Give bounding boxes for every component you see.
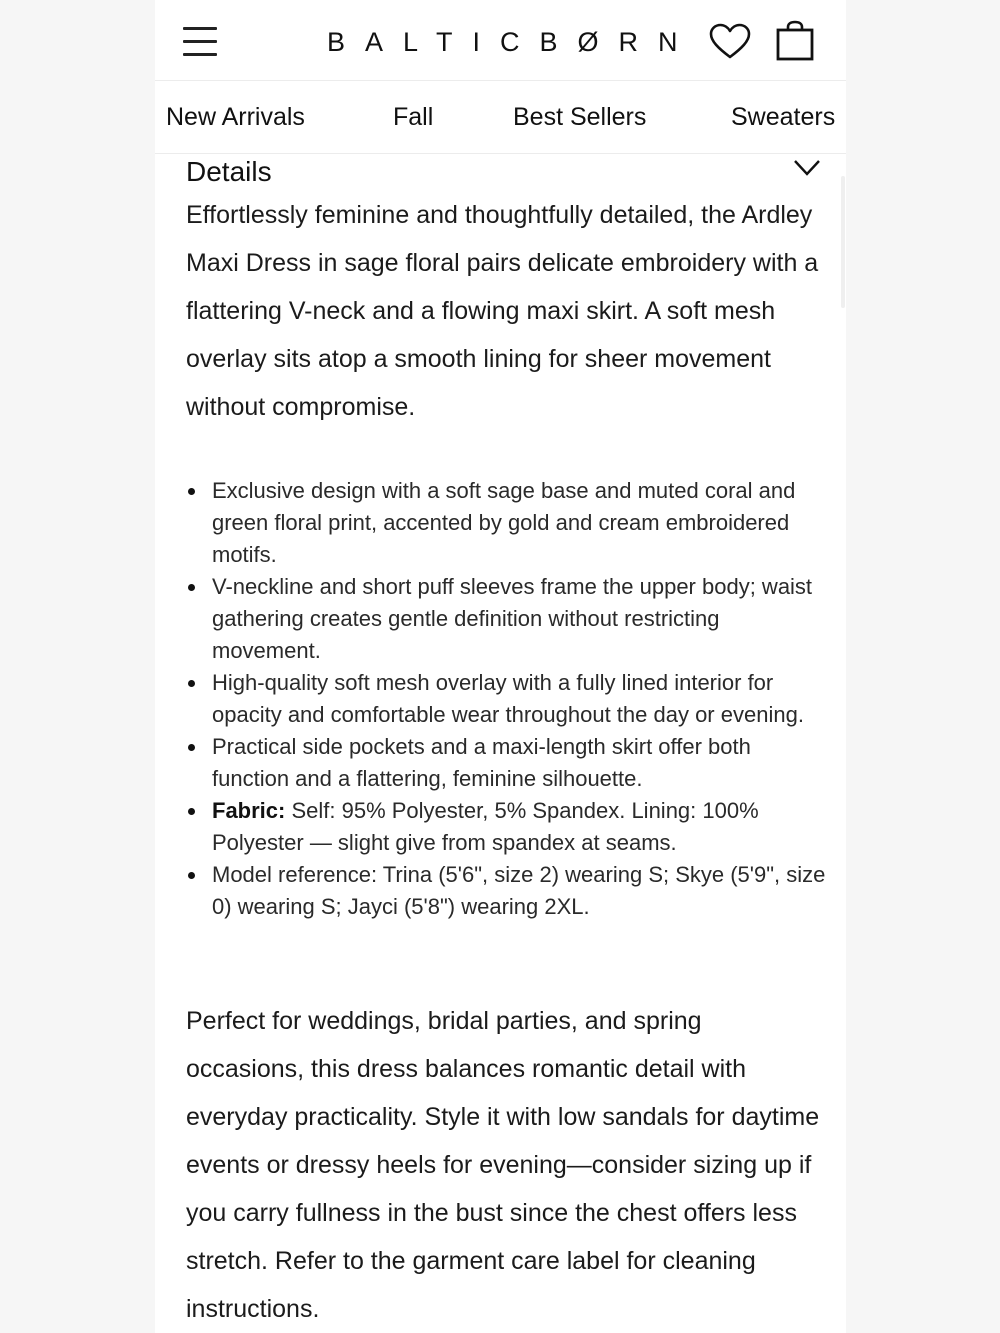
scrollbar[interactable] [841, 176, 845, 308]
nav-item-fall[interactable]: Fall [393, 103, 434, 131]
details-bullet-list [186, 475, 826, 923]
nav-item-sweaters[interactable]: Sweaters [731, 103, 836, 131]
shopping-bag-icon[interactable] [773, 19, 817, 63]
nav-item-best-sellers[interactable]: Best Sellers [513, 103, 647, 131]
fabric-label: Fabric: [212, 798, 286, 823]
product-page [155, 0, 846, 1333]
category-nav [155, 81, 846, 154]
list-item [186, 731, 826, 795]
nav-item-new-arrivals[interactable]: New Arrivals [166, 103, 305, 131]
details-closing: Perfect for weddings, bridal parties, and spring occasions, this dress balances romantic detail with everyday practicality. Style it with low sandals for daytime events or dressy heels for evening—consider sizing up if you carry fullness in the bust since the chest offers less stretch. Refer to the garment care label for cleaning instructions. [186, 1007, 820, 1323]
site-header [155, 0, 846, 81]
details-intro: Effortlessly feminine and thoughtfully detailed, the Ardley Maxi Dress in sage floral pairs delicate embroidery with a flattering V-neck and a flowing maxi skirt. A soft mesh overlay sits atop a smooth lining for sheer movement without compromise. [186, 201, 819, 421]
list-item [186, 571, 826, 667]
menu-icon[interactable] [183, 24, 219, 58]
model-reference: Model reference: Trina (5'6", size 2) wearing S; Skye (5'9", size 0) wearing S; Jayci (5'8") wearing 2XL. [212, 862, 826, 919]
details-title: Details [186, 156, 272, 187]
list-item [186, 667, 826, 731]
list-item [186, 859, 826, 923]
bullet-text: Practical side pockets and a maxi-length skirt offer both function and a flattering, feminine silhouette. [212, 734, 751, 791]
bullet-text: High-quality soft mesh overlay with a fully lined interior for opacity and comfortable wear throughout the day or evening. [212, 670, 804, 727]
details-accordion-header[interactable] [186, 153, 826, 193]
bullet-text: V-neckline and short puff sleeves frame the upper body; waist gathering creates gentle definition without restricting movement. [212, 574, 813, 663]
fabric-text: Self: 95% Polyester, 5% Spandex. Lining: 100% Polyester — slight give from spandex at seams. [212, 798, 759, 855]
heart-icon[interactable] [708, 22, 752, 62]
bullet-text: Exclusive design with a soft sage base and muted coral and green floral print, accented by gold and cream embroidered motifs. [212, 478, 796, 567]
brand-logo[interactable]: BALTICBØRN [327, 27, 698, 57]
chevron-down-icon[interactable] [792, 155, 822, 181]
list-item [186, 795, 826, 859]
list-item [186, 475, 826, 571]
